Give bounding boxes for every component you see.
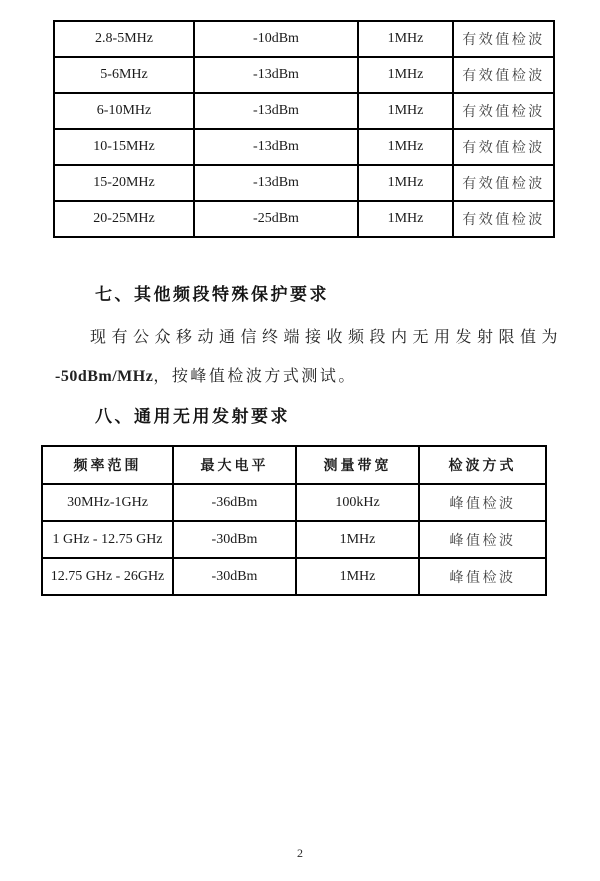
cell-frequency-range: 30MHz-1GHz [42, 484, 173, 521]
section-seven-paragraph-line2 [55, 363, 600, 386]
table-row [54, 165, 554, 201]
table-row [42, 484, 546, 521]
cell-detector-mode: 有效值检波 [453, 201, 554, 237]
cell-detector-mode: 峰值检波 [419, 484, 546, 521]
table-header-row [42, 446, 546, 484]
general-emission-table [41, 445, 547, 596]
cell-detector-mode: 峰值检波 [419, 521, 546, 558]
cell-max-level: -13dBm [194, 165, 358, 201]
table-row [54, 93, 554, 129]
table-row [42, 558, 546, 595]
table-row [42, 521, 546, 558]
cell-frequency-range: 15-20MHz [54, 165, 194, 201]
cell-detector-mode: 有效值检波 [453, 21, 554, 57]
cell-measure-bandwidth: 1MHz [296, 558, 419, 595]
cell-measure-bandwidth: 1MHz [358, 93, 453, 129]
cell-max-level: -10dBm [194, 21, 358, 57]
cell-max-level: -25dBm [194, 201, 358, 237]
table-row [54, 129, 554, 165]
cell-max-level: -36dBm [173, 484, 296, 521]
page-number: 2 [297, 846, 303, 860]
header-max-level: 最大电平 [173, 446, 296, 484]
limit-method-text: ，按峰值检波方式测试。 [153, 368, 357, 385]
spurious-emission-table [53, 20, 555, 238]
header-detector-mode: 检波方式 [419, 446, 546, 484]
cell-frequency-range: 10-15MHz [54, 129, 194, 165]
cell-frequency-range: 1 GHz - 12.75 GHz [42, 521, 173, 558]
table-row [54, 201, 554, 237]
cell-measure-bandwidth: 1MHz [358, 57, 453, 93]
cell-frequency-range: 20-25MHz [54, 201, 194, 237]
cell-measure-bandwidth: 1MHz [358, 21, 453, 57]
cell-max-level: -13dBm [194, 129, 358, 165]
cell-measure-bandwidth: 100kHz [296, 484, 419, 521]
cell-frequency-range: 6-10MHz [54, 93, 194, 129]
cell-max-level: -13dBm [194, 93, 358, 129]
cell-measure-bandwidth: 1MHz [358, 129, 453, 165]
header-frequency-range: 频率范围 [42, 446, 173, 484]
cell-max-level: -30dBm [173, 521, 296, 558]
limit-value-text: -50dBm/MHz [55, 368, 154, 385]
section-seven-paragraph-line1: 现有公众移动通信终端接收频段内无用发射限值为 [90, 329, 564, 346]
cell-measure-bandwidth: 1MHz [358, 201, 453, 237]
section-eight-heading: 八、通用无用发射要求 [95, 407, 290, 426]
cell-max-level: -13dBm [194, 57, 358, 93]
cell-max-level: -30dBm [173, 558, 296, 595]
cell-detector-mode: 峰值检波 [419, 558, 546, 595]
cell-detector-mode: 有效值检波 [453, 57, 554, 93]
cell-detector-mode: 有效值检波 [453, 93, 554, 129]
cell-frequency-range: 12.75 GHz - 26GHz [42, 558, 173, 595]
cell-frequency-range: 5-6MHz [54, 57, 194, 93]
cell-measure-bandwidth: 1MHz [296, 521, 419, 558]
table-row [54, 21, 554, 57]
section-seven-heading: 七、其他频段特殊保护要求 [95, 285, 329, 304]
cell-detector-mode: 有效值检波 [453, 165, 554, 201]
header-measure-bandwidth: 测量带宽 [296, 446, 419, 484]
cell-detector-mode: 有效值检波 [453, 129, 554, 165]
cell-measure-bandwidth: 1MHz [358, 165, 453, 201]
table-row [54, 57, 554, 93]
cell-frequency-range: 2.8-5MHz [54, 21, 194, 57]
